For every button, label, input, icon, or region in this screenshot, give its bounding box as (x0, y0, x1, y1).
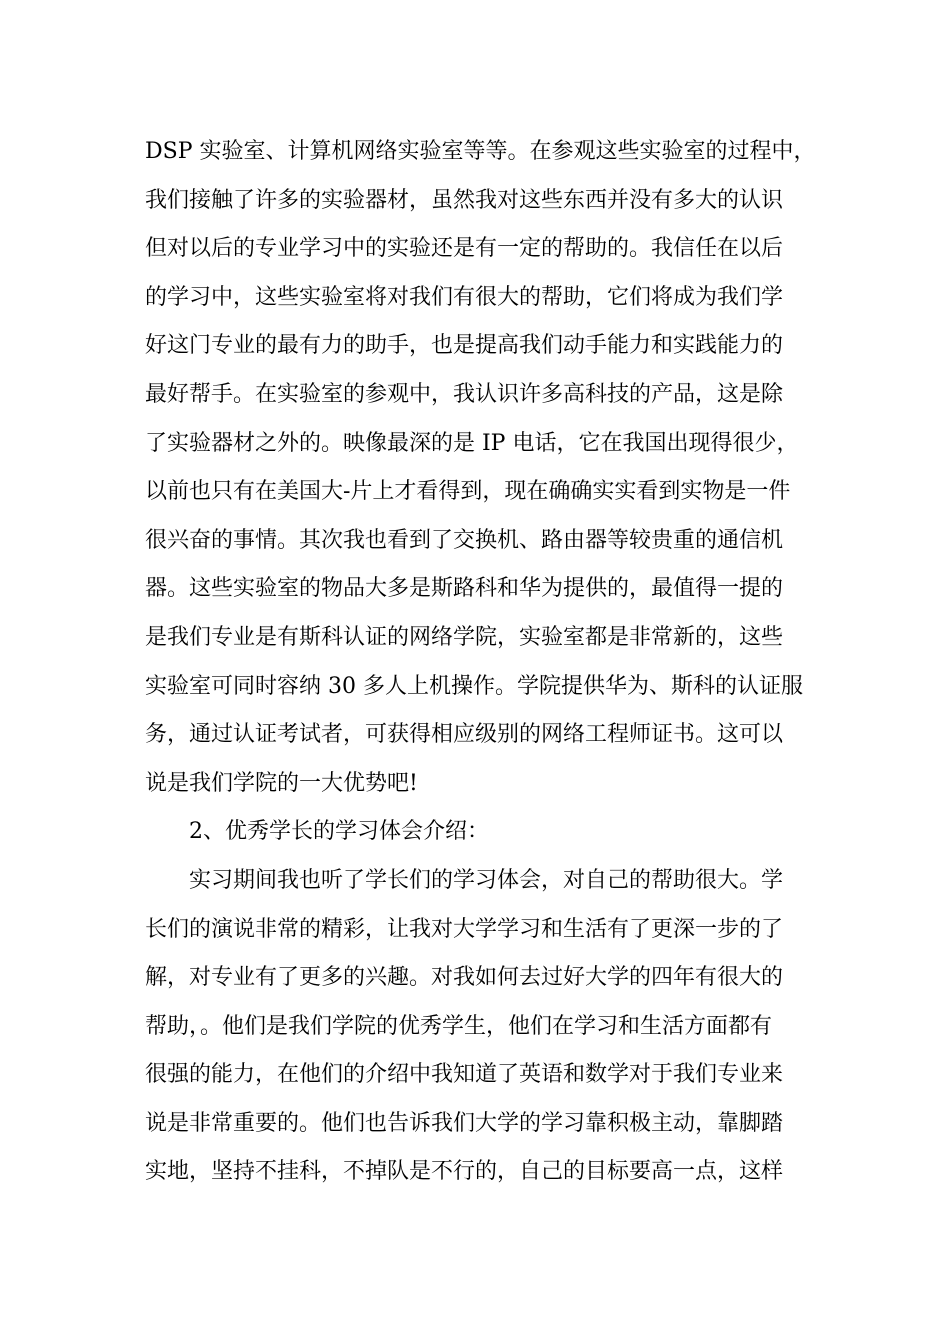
text-line: 器。这些实验室的物品大多是斯路科和华为提供的，最值得一提的 (145, 576, 784, 602)
text-line: 了实验器材之外的。映像最深的是 IP 电话，它在我国出现得很少， (145, 430, 799, 456)
section-heading: 2、优秀学长的学习体会介绍： (189, 819, 489, 845)
text-line: 好这门专业的最有力的助手，也是提高我们动手能力和实践能力的 (145, 333, 784, 359)
body-text (145, 128, 816, 1197)
text-line: 帮助，。他们是我们学院的优秀学生，他们在学习和生活方面都有 (145, 1013, 773, 1039)
text-line: 是我们专业是有斯科认证的网络学院，实验室都是非常新的，这些 (145, 624, 784, 650)
text-line: 说是我们学院的一大优势吧! (145, 770, 418, 796)
text-line: 很强的能力，在他们的介绍中我知道了英语和数学对于我们专业来 (145, 1062, 784, 1088)
text-line: 长们的演说非常的精彩，让我对大学学习和生活有了更深一步的了 (145, 916, 784, 942)
text-line: 实地，坚持不挂科，不掉队是不行的，自己的目标要高一点，这样 (145, 1159, 784, 1185)
text-line: 最好帮手。在实验室的参观中，我认识许多高科技的产品，这是除 (145, 381, 784, 407)
paragraph-start-line: 实习期间我也听了学长们的学习体会，对自己的帮助很大。学 (189, 867, 784, 893)
text-line: DSP 实验室、计算机网络实验室等等。在参观这些实验室的过程中， (145, 139, 816, 164)
text-line: 以前也只有在美国大-片上才看得到，现在确确实实看到实物是一件 (145, 479, 791, 505)
text-line: 说是非常重要的。他们也告诉我们大学的学习靠积极主动，靠脚踏 (145, 1110, 784, 1136)
text-line: 的学习中，这些实验室将对我们有很大的帮助，它们将成为我们学 (145, 284, 784, 310)
text-line: 务，通过认证考试者，可获得相应级别的网络工程师证书。这可以 (145, 722, 784, 748)
text-line: 解，对专业有了更多的兴趣。对我如何去过好大学的四年有很大的 (145, 965, 784, 991)
text-line: 但对以后的专业学习中的实验还是有一定的帮助的。我信任在以后 (145, 236, 784, 262)
text-line: 我们接触了许多的实验器材，虽然我对这些东西并没有多大的认识 (145, 187, 784, 213)
text-line: 很兴奋的事情。其次我也看到了交换机、路由器等较贵重的通信机 (145, 527, 784, 553)
text-line: 实验室可同时容纳 30 多人上机操作。学院提供华为、斯科的认证服 (145, 673, 803, 699)
